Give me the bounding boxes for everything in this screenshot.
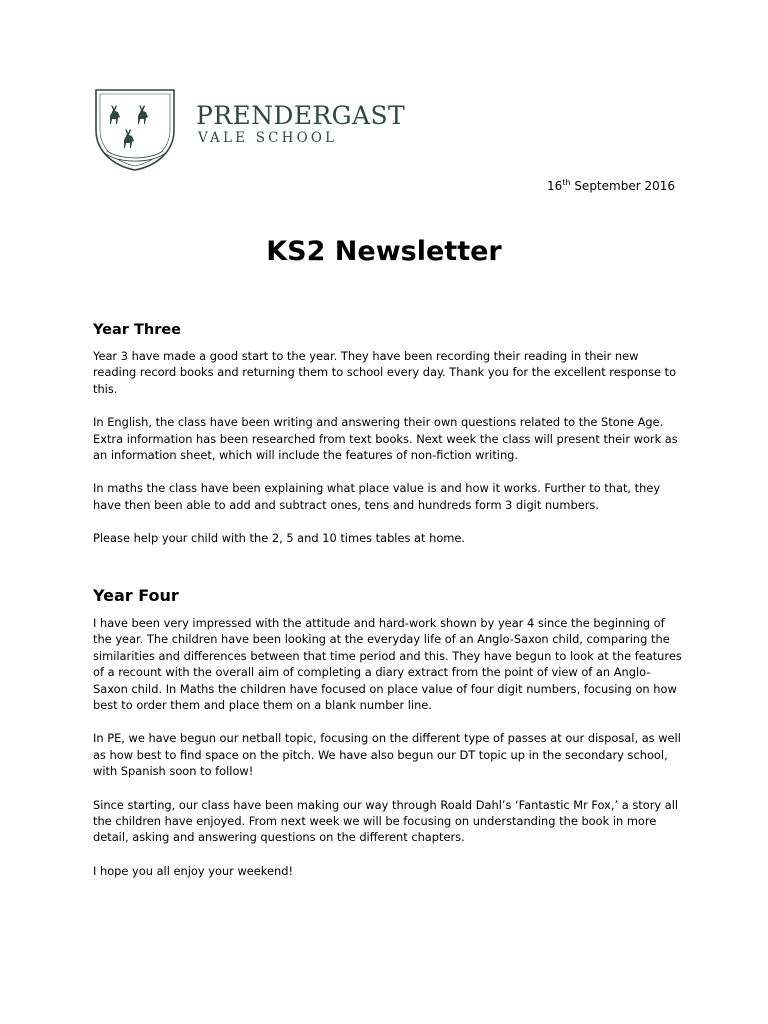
paragraph: Please help your child with the 2, 5 and 10 times tables at home. (93, 531, 466, 546)
section-heading: Year Four (93, 586, 179, 605)
paragraph: Since starting, our class have been making our way through Roald Dahl’s ‘Fantastic Mr Fox,’ a story all the children have enjoyed. From next week we will be focusing on understanding the book in more detail, asking and answering questions on the different chapters. (93, 797, 679, 845)
date-day: 16 (547, 179, 563, 193)
date-rest: September 2016 (570, 179, 675, 193)
paragraph: I have been very impressed with the attitude and hard-work shown by year 4 since the beginning of the year. The children have been looking at the everyday life of an Anglo-Saxon child, comparing the similarities and differences between that time period and this. They have begun to look at the features of a recount with the overall aim of completing a diary extract from the point of view of an Anglo-Saxon child. In Maths the children have focused on place value of four digit numbers, focusing on how best to order them and place them on a blank number line. (93, 616, 682, 713)
paragraph: In English, the class have been writing and answering their own questions related to the Stone Age. Extra information has been researched from text books. Next week the class will present their work as an information sheet, which will include the features of non-fiction writing. (93, 415, 678, 463)
school-header (92, 86, 405, 172)
section-heading: Year Three (93, 322, 182, 338)
school-crest-logo (92, 86, 178, 172)
section-year-three (93, 322, 683, 564)
paragraph: In maths the class have been explaining what place value is and how it works. Further to that, they have then been able to add and subtract ones, tens and hundreds form 3 digit numbers. (93, 481, 661, 512)
section-year-four (93, 586, 683, 896)
school-name: PRENDERGAST (196, 101, 406, 130)
school-wordmark (196, 103, 405, 147)
date-suffix: th (562, 178, 571, 187)
paragraph: I hope you all enjoy your weekend! (93, 863, 294, 878)
paragraph: Year 3 have made a good start to the year. They have been recording their reading in their new reading record books and returning them to school every day. Thank you for the excellent response to this. (93, 349, 677, 396)
newsletter-date (547, 178, 675, 193)
paragraph: In PE, we have begun our netball topic, focusing on the different type of passes at our disposal, as well as how best to find space on the pitch. We have also begun our DT topic up in the secondary school, with Spanish soon to follow! (93, 731, 681, 779)
school-subtitle: VALE SCHOOL (198, 130, 338, 146)
page-title: KS2 Newsletter (266, 236, 502, 267)
